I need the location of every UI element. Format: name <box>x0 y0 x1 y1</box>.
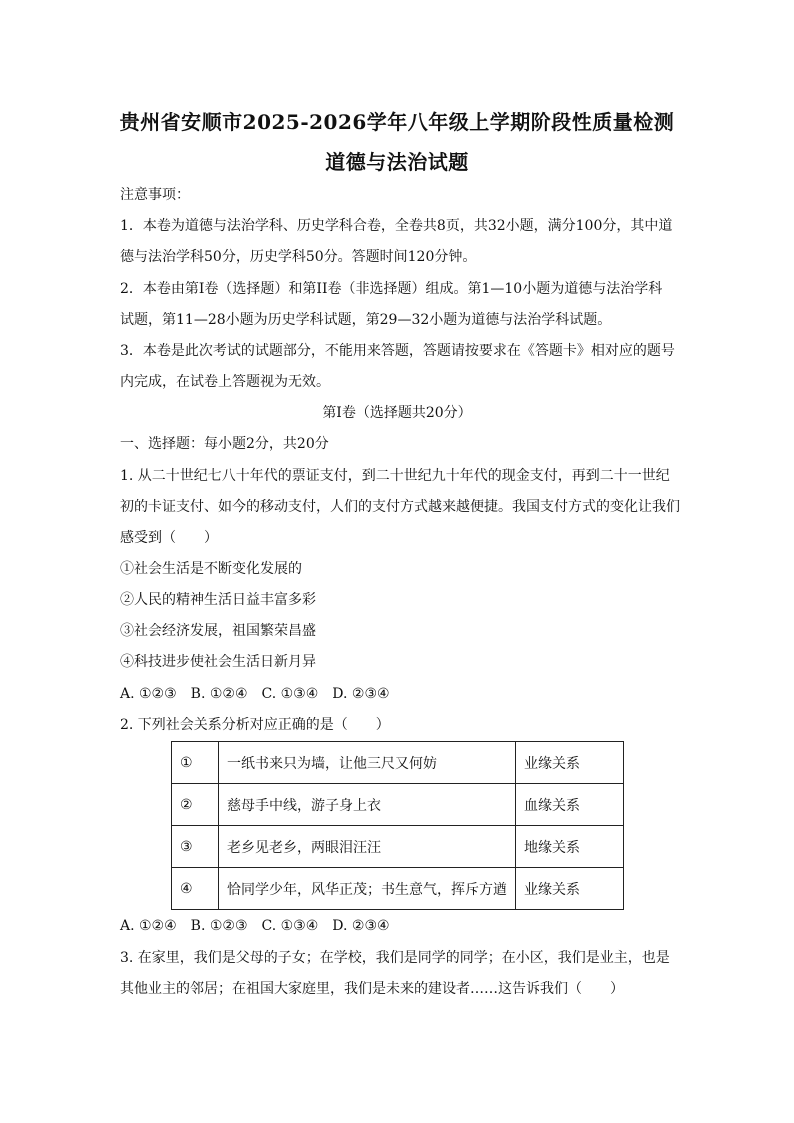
note-3-line-1: 3．本卷是此次考试的试题部分，不能用来答题，答题请按要求在《答题卡》相对应的题号 <box>120 343 675 359</box>
note-1-line-1: 1．本卷为道德与法治学科、历史学科合卷，全卷共8页，共32小题，满分100分，其中道 <box>120 218 673 234</box>
exam-subtitle: 道德与法治试题 <box>325 150 469 174</box>
table-row <box>172 742 624 784</box>
table-row <box>172 826 624 868</box>
q2-answer-choices: A. ①②④ B. ①②③ C. ①③④ D. ②③④ <box>120 918 390 934</box>
q1-answer-choices: A. ①②③ B. ①②④ C. ①③④ D. ②③④ <box>120 686 390 702</box>
row-number: ① <box>172 742 219 784</box>
row-quote: 慈母手中线，游子身上衣 <box>219 784 516 826</box>
note-2-line-2: 试题，第11—28小题为历史学科试题，第29—32小题为道德与法治学科试题。 <box>120 312 612 328</box>
q3-stem-line-1: 3. 在家里，我们是父母的子女；在学校，我们是同学的同学；在小区，我们是业主，也是 <box>120 950 670 966</box>
q1-option-2: ②人民的精神生活日益丰富多彩 <box>120 592 316 608</box>
q1-option-4: ④科技进步使社会生活日新月异 <box>120 654 316 670</box>
row-relation-type: 业缘关系 <box>516 742 624 784</box>
q1-option-1: ①社会生活是不断变化发展的 <box>120 561 302 577</box>
q1-stem-line-1: 1. 从二十世纪七八十年代的票证支付，到二十世纪九十年代的现金支付，再到二十一世纪 <box>120 468 670 484</box>
row-quote: 老乡见老乡，两眼泪汪汪 <box>219 826 516 868</box>
volume-title: 第I卷（选择题共20分） <box>322 405 472 421</box>
note-2-line-1: 2．本卷由第I卷（选择题）和第II卷（非选择题）组成。第1—10小题为道德与法治学科 <box>120 281 663 297</box>
note-3-line-2: 内完成，在试卷上答题视为无效。 <box>120 374 330 390</box>
row-number: ④ <box>172 868 219 910</box>
notes-heading: 注意事项： <box>120 187 190 203</box>
note-1-line-2: 德与法治学科50分，历史学科50分。答题时间120分钟。 <box>120 249 477 265</box>
table-row <box>172 868 624 910</box>
q2-relation-table <box>171 741 624 910</box>
row-relation-type: 地缘关系 <box>516 826 624 868</box>
q1-option-3: ③社会经济发展，祖国繁荣昌盛 <box>120 623 316 639</box>
row-quote: 一纸书来只为墙，让他三尺又何妨 <box>219 742 516 784</box>
q3-stem-line-2: 其他业主的邻居；在祖国大家庭里，我们是未来的建设者……这告诉我们（ ） <box>120 981 624 997</box>
row-relation-type: 业缘关系 <box>516 868 624 910</box>
row-relation-type: 血缘关系 <box>516 784 624 826</box>
row-quote: 恰同学少年，风华正茂；书生意气，挥斥方遒 <box>219 868 516 910</box>
row-number: ③ <box>172 826 219 868</box>
q1-stem-line-3: 感受到（ ） <box>120 530 218 546</box>
table-row <box>172 784 624 826</box>
part-heading: 一、选择题：每小题2分，共20分 <box>120 436 329 452</box>
exam-title: 贵州省安顺市2025-2026学年八年级上学期阶段性质量检测 <box>119 110 675 134</box>
row-number: ② <box>172 784 219 826</box>
q1-stem-line-2: 初的卡证支付、如今的移动支付，人们的支付方式越来越便捷。我国支付方式的变化让我们 <box>120 499 680 515</box>
q2-stem: 2. 下列社会关系分析对应正确的是（ ） <box>120 717 390 733</box>
